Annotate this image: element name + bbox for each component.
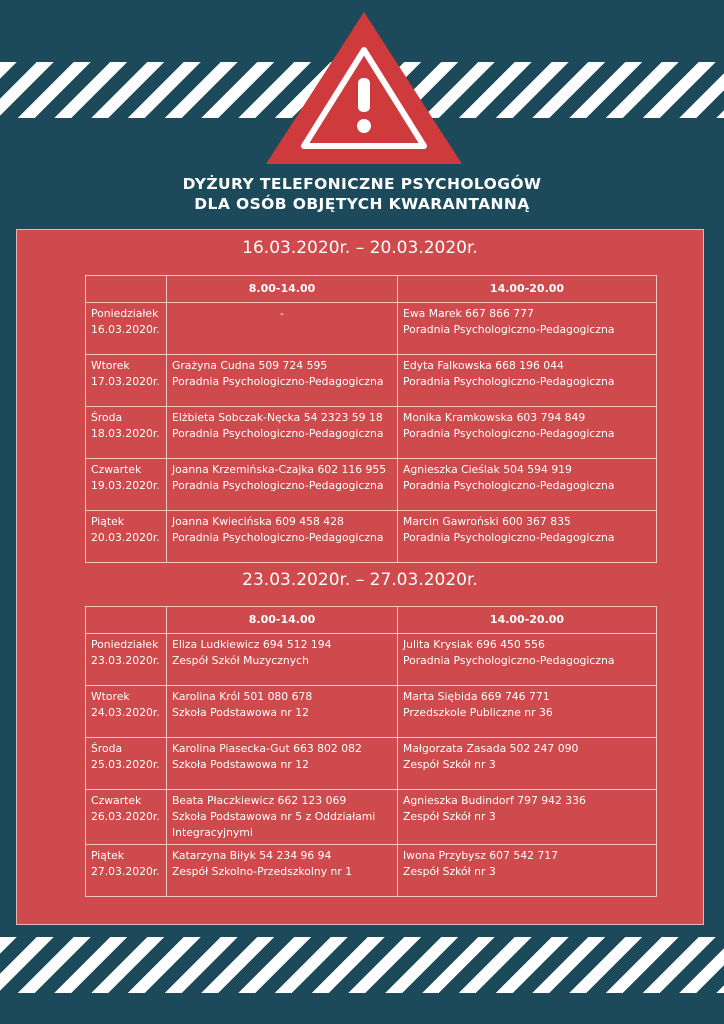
table-row <box>86 355 657 407</box>
duty-person: Joanna Kwiecińska 609 458 428 <box>172 515 344 528</box>
duty-person: Małgorzata Zasada 502 247 090 <box>403 742 579 755</box>
day-date: 20.03.2020r. <box>91 531 160 544</box>
slot-2-cell <box>398 303 657 355</box>
duty-place: Zespół Szkół nr 3 <box>403 758 496 771</box>
slot-2-cell <box>398 686 657 738</box>
slot-2-cell <box>398 407 657 459</box>
day-date: 19.03.2020r. <box>91 479 160 492</box>
slot-2-cell <box>398 738 657 790</box>
day-cell <box>86 634 167 686</box>
slot-1-cell <box>167 303 398 355</box>
slot-2-cell <box>398 511 657 563</box>
slot-1-cell <box>167 511 398 563</box>
duty-person: Iwona Przybysz 607 542 717 <box>403 849 558 862</box>
duty-place: Zespół Szkolno-Przedszkolny nr 1 <box>172 865 353 878</box>
table-row <box>86 407 657 459</box>
header-slot-2: 14.00-20.00 <box>398 276 657 303</box>
table-header-row <box>86 607 657 634</box>
duty-place: Poradnia Psychologiczno-Pedagogiczna <box>172 531 384 544</box>
duty-person: Elżbieta Sobczak-Nęcka 54 2323 59 18 <box>172 411 383 424</box>
table-row <box>86 634 657 686</box>
duty-person: Marta Siębida 669 746 771 <box>403 690 550 703</box>
day-name: Piątek <box>91 849 125 862</box>
day-name: Poniedziałek <box>91 307 159 320</box>
day-cell <box>86 845 167 897</box>
day-date: 18.03.2020r. <box>91 427 160 440</box>
day-cell <box>86 738 167 790</box>
duty-person: Joanna Krzemińska-Czajka 602 116 955 <box>172 463 387 476</box>
duty-person: Agnieszka Cieślak 504 594 919 <box>403 463 572 476</box>
duty-person: Ewa Marek 667 866 777 <box>403 307 534 320</box>
duty-person: Beata Płaczkiewicz 662 123 069 <box>172 794 347 807</box>
duty-person: Julita Krysiak 696 450 556 <box>403 638 545 651</box>
duty-person: Karolina Król 501 080 678 <box>172 690 313 703</box>
duty-person: Edyta Falkowska 668 196 044 <box>403 359 564 372</box>
week-2-table <box>85 606 657 897</box>
duty-place: Zespół Szkół nr 3 <box>403 810 496 823</box>
day-cell <box>86 686 167 738</box>
duty-place: Poradnia Psychologiczno-Pedagogiczna <box>403 375 615 388</box>
duty-person: Karolina Piasecka-Gut 663 802 082 <box>172 742 362 755</box>
table-row <box>86 459 657 511</box>
day-name: Środa <box>91 742 123 755</box>
slot-1-cell <box>167 738 398 790</box>
table-row <box>86 790 657 845</box>
table-row <box>86 511 657 563</box>
day-date: 26.03.2020r. <box>91 810 160 823</box>
day-name: Środa <box>91 411 123 424</box>
day-date: 24.03.2020r. <box>91 706 160 719</box>
day-cell <box>86 407 167 459</box>
duty-place: Zespół Szkół nr 3 <box>403 865 496 878</box>
duty-place: Przedszkole Publiczne nr 36 <box>403 706 553 719</box>
stripes-bottom-decoration <box>0 937 724 993</box>
duty-person: Marcin Gawroński 600 367 835 <box>403 515 571 528</box>
slot-2-cell <box>398 355 657 407</box>
duty-place: Poradnia Psychologiczno-Pedagogiczna <box>172 427 384 440</box>
day-date: 17.03.2020r. <box>91 375 160 388</box>
duty-place: Szkoła Podstawowa nr 12 <box>172 706 309 719</box>
day-name: Wtorek <box>91 359 130 372</box>
duty-person: - <box>280 307 284 320</box>
day-name: Wtorek <box>91 690 130 703</box>
duty-place: Poradnia Psychologiczno-Pedagogiczna <box>172 375 384 388</box>
table-row <box>86 303 657 355</box>
day-date: 25.03.2020r. <box>91 758 160 771</box>
slot-2-cell <box>398 790 657 845</box>
day-date: 16.03.2020r. <box>91 323 160 336</box>
week-1-heading: 16.03.2020r. – 20.03.2020r. <box>242 238 478 258</box>
day-name: Czwartek <box>91 463 142 476</box>
table-row <box>86 845 657 897</box>
title-line-2: DLA OSÓB OBJĘTYCH KWARANTANNĄ <box>194 195 530 213</box>
header-slot-1: 8.00-14.00 <box>167 607 398 634</box>
week-1-table <box>85 275 657 563</box>
duty-person: Monika Kramkowska 603 794 849 <box>403 411 586 424</box>
duty-place: Poradnia Psychologiczno-Pedagogiczna <box>403 531 615 544</box>
duty-place: Poradnia Psychologiczno-Pedagogiczna <box>403 654 615 667</box>
warning-icon <box>262 8 466 168</box>
duty-place: Szkoła Podstawowa nr 12 <box>172 758 309 771</box>
day-cell <box>86 790 167 845</box>
week-2-heading: 23.03.2020r. – 27.03.2020r. <box>242 570 478 590</box>
slot-1-cell <box>167 459 398 511</box>
slot-1-cell <box>167 845 398 897</box>
table-header-row <box>86 276 657 303</box>
slot-1-cell <box>167 407 398 459</box>
slot-2-cell <box>398 845 657 897</box>
day-name: Czwartek <box>91 794 142 807</box>
duty-person: Eliza Ludkiewicz 694 512 194 <box>172 638 332 651</box>
duty-place: Szkoła Podstawowa nr 5 z Oddziałami Integracyjnymi <box>172 810 376 839</box>
slot-1-cell <box>167 634 398 686</box>
duty-person: Grażyna Cudna 509 724 595 <box>172 359 328 372</box>
slot-1-cell <box>167 790 398 845</box>
table-row <box>86 738 657 790</box>
day-name: Poniedziałek <box>91 638 159 651</box>
table-row <box>86 686 657 738</box>
header-day-cell <box>86 607 167 634</box>
slot-1-cell <box>167 686 398 738</box>
header-slot-1: 8.00-14.00 <box>167 276 398 303</box>
slot-2-cell <box>398 459 657 511</box>
day-cell <box>86 355 167 407</box>
page-title <box>0 174 724 214</box>
title-line-1: DYŻURY TELEFONICZNE PSYCHOLOGÓW <box>182 175 542 193</box>
slot-1-cell <box>167 355 398 407</box>
header-day-cell <box>86 276 167 303</box>
schedule-panel <box>16 229 704 925</box>
duty-person: Katarzyna Biłyk 54 234 96 94 <box>172 849 332 862</box>
duty-place: Poradnia Psychologiczno-Pedagogiczna <box>403 427 615 440</box>
header-slot-2: 14.00-20.00 <box>398 607 657 634</box>
day-date: 23.03.2020r. <box>91 654 160 667</box>
day-cell <box>86 459 167 511</box>
duty-place: Poradnia Psychologiczno-Pedagogiczna <box>403 479 615 492</box>
duty-person: Agnieszka Budindorf 797 942 336 <box>403 794 586 807</box>
day-name: Piątek <box>91 515 125 528</box>
duty-place: Zespół Szkół Muzycznych <box>172 654 309 667</box>
slot-2-cell <box>398 634 657 686</box>
day-cell <box>86 303 167 355</box>
day-cell <box>86 511 167 563</box>
duty-place: Poradnia Psychologiczno-Pedagogiczna <box>172 479 384 492</box>
day-date: 27.03.2020r. <box>91 865 160 878</box>
duty-place: Poradnia Psychologiczno-Pedagogiczna <box>403 323 615 336</box>
